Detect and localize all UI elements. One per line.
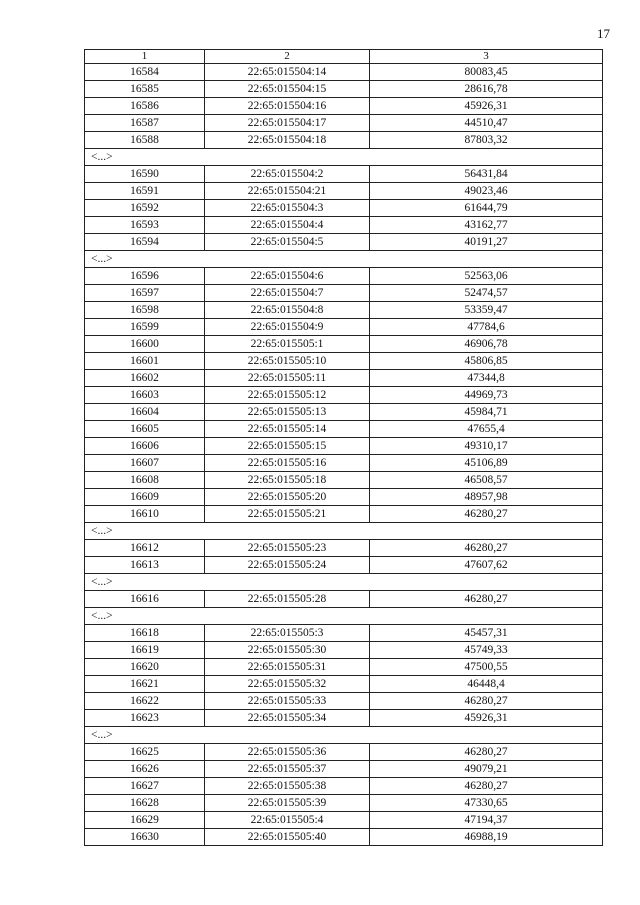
cadastral-number-cell: 22:65:015504:14 [205, 64, 370, 81]
value-cell: 46988,19 [370, 829, 603, 846]
table-row [85, 217, 603, 234]
cadastral-number-cell: 22:65:015505:18 [205, 472, 370, 489]
cadastral-number-cell: 22:65:015505:14 [205, 421, 370, 438]
gap-row [85, 149, 603, 166]
cadastral-number-cell: 22:65:015504:17 [205, 115, 370, 132]
table-row [85, 642, 603, 659]
table-row [85, 472, 603, 489]
cadastral-table [84, 49, 603, 846]
row-number-cell: 16625 [85, 744, 205, 761]
value-cell: 47500,55 [370, 659, 603, 676]
table-row [85, 693, 603, 710]
gap-row [85, 251, 603, 268]
row-number-cell: 16585 [85, 81, 205, 98]
value-cell: 46280,27 [370, 744, 603, 761]
table-row [85, 625, 603, 642]
cadastral-number-cell: 22:65:015505:30 [205, 642, 370, 659]
value-cell: 61644,79 [370, 200, 603, 217]
row-number-cell: 16618 [85, 625, 205, 642]
row-number-cell: 16593 [85, 217, 205, 234]
cadastral-number-cell: 22:65:015505:31 [205, 659, 370, 676]
cadastral-number-cell: 22:65:015505:33 [205, 693, 370, 710]
table-row [85, 285, 603, 302]
table-row [85, 268, 603, 285]
value-cell: 53359,47 [370, 302, 603, 319]
cadastral-number-cell: 22:65:015505:37 [205, 761, 370, 778]
cadastral-number-cell: 22:65:015505:13 [205, 404, 370, 421]
table-row [85, 710, 603, 727]
value-cell: 45926,31 [370, 98, 603, 115]
cadastral-number-cell: 22:65:015504:7 [205, 285, 370, 302]
row-number-cell: 16597 [85, 285, 205, 302]
value-cell: 43162,77 [370, 217, 603, 234]
table-row [85, 795, 603, 812]
value-cell: 45926,31 [370, 710, 603, 727]
row-number-cell: 16603 [85, 387, 205, 404]
cadastral-number-cell: 22:65:015505:11 [205, 370, 370, 387]
row-number-cell: 16627 [85, 778, 205, 795]
gap-marker: <...> [85, 251, 603, 268]
gap-row [85, 523, 603, 540]
cadastral-number-cell: 22:65:015504:8 [205, 302, 370, 319]
value-cell: 80083,45 [370, 64, 603, 81]
value-cell: 49079,21 [370, 761, 603, 778]
table-row [85, 761, 603, 778]
value-cell: 28616,78 [370, 81, 603, 98]
cadastral-number-cell: 22:65:015505:28 [205, 591, 370, 608]
value-cell: 45984,71 [370, 404, 603, 421]
table-row [85, 336, 603, 353]
table-row [85, 591, 603, 608]
row-number-cell: 16592 [85, 200, 205, 217]
value-cell: 47330,65 [370, 795, 603, 812]
column-header-1: 1 [85, 50, 205, 64]
value-cell: 47655,4 [370, 421, 603, 438]
table-row [85, 370, 603, 387]
cadastral-number-cell: 22:65:015505:24 [205, 557, 370, 574]
gap-marker: <...> [85, 149, 603, 166]
table-row [85, 812, 603, 829]
table-row [85, 557, 603, 574]
cadastral-number-cell: 22:65:015505:20 [205, 489, 370, 506]
column-header-3: 3 [370, 50, 603, 64]
gap-row [85, 727, 603, 744]
cadastral-number-cell: 22:65:015505:40 [205, 829, 370, 846]
value-cell: 46508,57 [370, 472, 603, 489]
cadastral-number-cell: 22:65:015505:39 [205, 795, 370, 812]
table-row [85, 64, 603, 81]
row-number-cell: 16621 [85, 676, 205, 693]
table-row [85, 489, 603, 506]
row-number-cell: 16616 [85, 591, 205, 608]
value-cell: 44969,73 [370, 387, 603, 404]
table-row [85, 166, 603, 183]
table-row [85, 744, 603, 761]
value-cell: 47784,6 [370, 319, 603, 336]
cadastral-number-cell: 22:65:015505:10 [205, 353, 370, 370]
row-number-cell: 16596 [85, 268, 205, 285]
value-cell: 52474,57 [370, 285, 603, 302]
value-cell: 56431,84 [370, 166, 603, 183]
row-number-cell: 16588 [85, 132, 205, 149]
table-row [85, 676, 603, 693]
table-row [85, 540, 603, 557]
row-number-cell: 16619 [85, 642, 205, 659]
value-cell: 46280,27 [370, 506, 603, 523]
gap-marker: <...> [85, 523, 603, 540]
cadastral-number-cell: 22:65:015504:18 [205, 132, 370, 149]
value-cell: 44510,47 [370, 115, 603, 132]
cadastral-number-cell: 22:65:015504:4 [205, 217, 370, 234]
value-cell: 48957,98 [370, 489, 603, 506]
table-row [85, 421, 603, 438]
table-row [85, 98, 603, 115]
row-number-cell: 16605 [85, 421, 205, 438]
value-cell: 52563,06 [370, 268, 603, 285]
value-cell: 87803,32 [370, 132, 603, 149]
row-number-cell: 16584 [85, 64, 205, 81]
cadastral-number-cell: 22:65:015505:12 [205, 387, 370, 404]
value-cell: 45457,31 [370, 625, 603, 642]
gap-marker: <...> [85, 574, 603, 591]
row-number-cell: 16604 [85, 404, 205, 421]
value-cell: 45106,89 [370, 455, 603, 472]
value-cell: 45749,33 [370, 642, 603, 659]
cadastral-number-cell: 22:65:015504:5 [205, 234, 370, 251]
value-cell: 47194,37 [370, 812, 603, 829]
row-number-cell: 16613 [85, 557, 205, 574]
cadastral-number-cell: 22:65:015505:34 [205, 710, 370, 727]
row-number-cell: 16602 [85, 370, 205, 387]
gap-marker: <...> [85, 608, 603, 625]
value-cell: 40191,27 [370, 234, 603, 251]
cadastral-number-cell: 22:65:015505:4 [205, 812, 370, 829]
cadastral-number-cell: 22:65:015504:2 [205, 166, 370, 183]
row-number-cell: 16628 [85, 795, 205, 812]
value-cell: 47607,62 [370, 557, 603, 574]
row-number-cell: 16600 [85, 336, 205, 353]
value-cell: 46906,78 [370, 336, 603, 353]
value-cell: 49023,46 [370, 183, 603, 200]
row-number-cell: 16610 [85, 506, 205, 523]
row-number-cell: 16606 [85, 438, 205, 455]
row-number-cell: 16626 [85, 761, 205, 778]
table-row [85, 200, 603, 217]
cadastral-number-cell: 22:65:015505:23 [205, 540, 370, 557]
table-row [85, 659, 603, 676]
cadastral-number-cell: 22:65:015505:36 [205, 744, 370, 761]
cadastral-number-cell: 22:65:015505:15 [205, 438, 370, 455]
value-cell: 46280,27 [370, 591, 603, 608]
table-row [85, 778, 603, 795]
gap-row [85, 608, 603, 625]
gap-row [85, 574, 603, 591]
table-row [85, 302, 603, 319]
row-number-cell: 16629 [85, 812, 205, 829]
table-body [85, 64, 603, 846]
cadastral-number-cell: 22:65:015505:38 [205, 778, 370, 795]
table-header-row [85, 50, 603, 64]
row-number-cell: 16609 [85, 489, 205, 506]
value-cell: 46448,4 [370, 676, 603, 693]
cadastral-number-cell: 22:65:015505:3 [205, 625, 370, 642]
row-number-cell: 16601 [85, 353, 205, 370]
table-row [85, 438, 603, 455]
cadastral-number-cell: 22:65:015504:16 [205, 98, 370, 115]
table-row [85, 183, 603, 200]
table-row [85, 455, 603, 472]
cadastral-number-cell: 22:65:015505:21 [205, 506, 370, 523]
table-row [85, 234, 603, 251]
row-number-cell: 16591 [85, 183, 205, 200]
table-row [85, 506, 603, 523]
value-cell: 46280,27 [370, 778, 603, 795]
value-cell: 45806,85 [370, 353, 603, 370]
row-number-cell: 16630 [85, 829, 205, 846]
table-row [85, 115, 603, 132]
row-number-cell: 16623 [85, 710, 205, 727]
row-number-cell: 16587 [85, 115, 205, 132]
page-number: 17 [597, 26, 610, 41]
cadastral-number-cell: 22:65:015504:21 [205, 183, 370, 200]
row-number-cell: 16590 [85, 166, 205, 183]
row-number-cell: 16612 [85, 540, 205, 557]
row-number-cell: 16599 [85, 319, 205, 336]
row-number-cell: 16607 [85, 455, 205, 472]
cadastral-number-cell: 22:65:015504:15 [205, 81, 370, 98]
gap-marker: <...> [85, 727, 603, 744]
row-number-cell: 16608 [85, 472, 205, 489]
row-number-cell: 16622 [85, 693, 205, 710]
table-row [85, 132, 603, 149]
table-row [85, 404, 603, 421]
value-cell: 47344,8 [370, 370, 603, 387]
table-row [85, 387, 603, 404]
row-number-cell: 16598 [85, 302, 205, 319]
value-cell: 49310,17 [370, 438, 603, 455]
row-number-cell: 16586 [85, 98, 205, 115]
table-row [85, 319, 603, 336]
cadastral-number-cell: 22:65:015504:6 [205, 268, 370, 285]
table-row [85, 81, 603, 98]
cadastral-number-cell: 22:65:015505:16 [205, 455, 370, 472]
table-row [85, 353, 603, 370]
row-number-cell: 16620 [85, 659, 205, 676]
table-row [85, 829, 603, 846]
value-cell: 46280,27 [370, 540, 603, 557]
cadastral-number-cell: 22:65:015504:3 [205, 200, 370, 217]
row-number-cell: 16594 [85, 234, 205, 251]
value-cell: 46280,27 [370, 693, 603, 710]
cadastral-number-cell: 22:65:015505:1 [205, 336, 370, 353]
cadastral-number-cell: 22:65:015504:9 [205, 319, 370, 336]
cadastral-number-cell: 22:65:015505:32 [205, 676, 370, 693]
column-header-2: 2 [205, 50, 370, 64]
